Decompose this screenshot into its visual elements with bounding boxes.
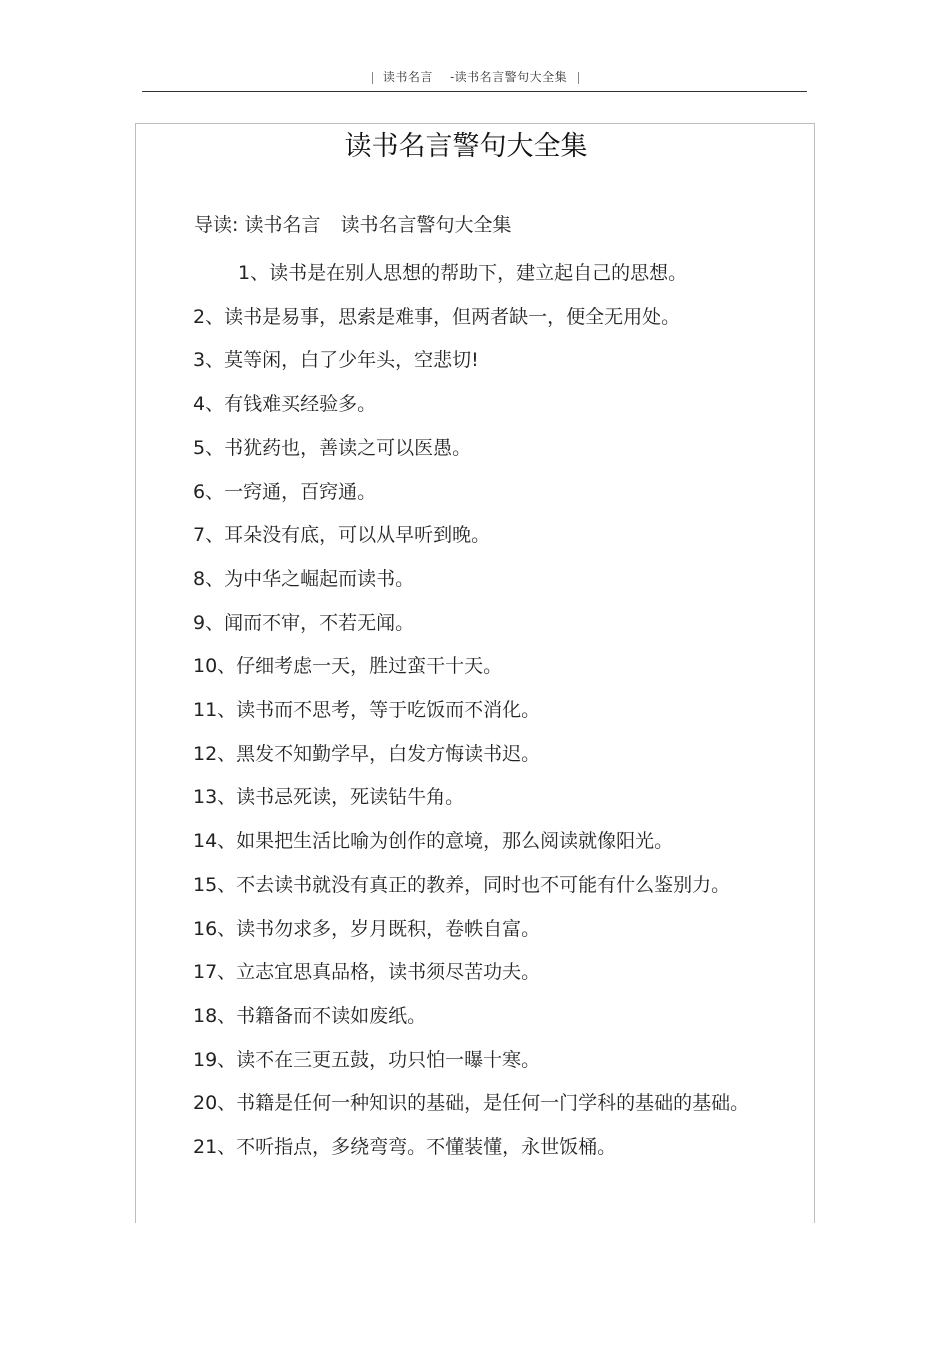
quote-item: 14、如果把生活比喻为创作的意境，那么阅读就像阳光。 bbox=[193, 830, 674, 853]
quote-item: 13、读书忌死读，死读钻牛角。 bbox=[193, 786, 465, 809]
header-rule bbox=[142, 91, 807, 92]
quote-item: 12、黑发不知勤学早，白发方悔读书迟。 bbox=[193, 742, 541, 765]
quote-item: 6、一窍通，百窍通。 bbox=[193, 480, 377, 503]
running-header bbox=[0, 68, 950, 85]
intro-line bbox=[194, 210, 511, 237]
quote-item: 7、耳朵没有底，可以从早听到晚。 bbox=[193, 524, 491, 547]
header-right-text: -读书名言警句大全集 bbox=[450, 70, 568, 84]
header-left-text: 读书名言 bbox=[382, 70, 433, 84]
header-divider bbox=[372, 72, 373, 84]
quote-item: 16、读书勿求多，岁月既积，卷帙自富。 bbox=[193, 917, 541, 940]
quote-list bbox=[150, 252, 780, 1170]
header-divider bbox=[578, 72, 579, 84]
quote-item: 4、有钱难买经验多。 bbox=[193, 393, 377, 416]
quote-item: 8、为中华之崛起而读书。 bbox=[193, 567, 415, 590]
quote-item: 20、书籍是任何一种知识的基础，是任何一门学科的基础的基础。 bbox=[193, 1092, 750, 1115]
quote-item: 9、闻而不审，不若无闻。 bbox=[193, 611, 415, 634]
quote-item: 11、读书而不思考，等于吃饭而不消化。 bbox=[193, 699, 541, 722]
quote-item: 1、读书是在别人思想的帮助下，建立起自己的思想。 bbox=[238, 262, 688, 284]
quote-item: 5、书犹药也，善读之可以医愚。 bbox=[193, 436, 472, 459]
intro-part2: 读书名言警句大全集 bbox=[340, 214, 512, 236]
intro-part1: 读书名言 bbox=[244, 214, 321, 236]
quote-item: 21、不听指点，多绕弯弯。不懂装懂，永世饭桶。 bbox=[193, 1136, 617, 1159]
quote-item: 10、仔细考虑一天，胜过蛮干十天。 bbox=[193, 655, 503, 678]
intro-label: 导读: bbox=[194, 214, 239, 236]
document-title: 读书名言警句大全集 bbox=[344, 131, 588, 162]
quote-item: 15、不去读书就没有真正的教养，同时也不可能有什么鉴别力。 bbox=[193, 873, 731, 896]
quote-item: 18、书籍备而不读如废纸。 bbox=[193, 1004, 427, 1027]
quote-item: 17、立志宜思真品格，读书须尽苦功夫。 bbox=[193, 961, 541, 984]
quote-item: 2、读书是易事，思索是难事，但两者缺一，便全无用处。 bbox=[193, 305, 681, 328]
quote-item: 3、莫等闲，白了少年头，空悲切! bbox=[193, 349, 479, 372]
quote-item: 19、读不在三更五鼓，功只怕一曝十寒。 bbox=[193, 1048, 541, 1071]
